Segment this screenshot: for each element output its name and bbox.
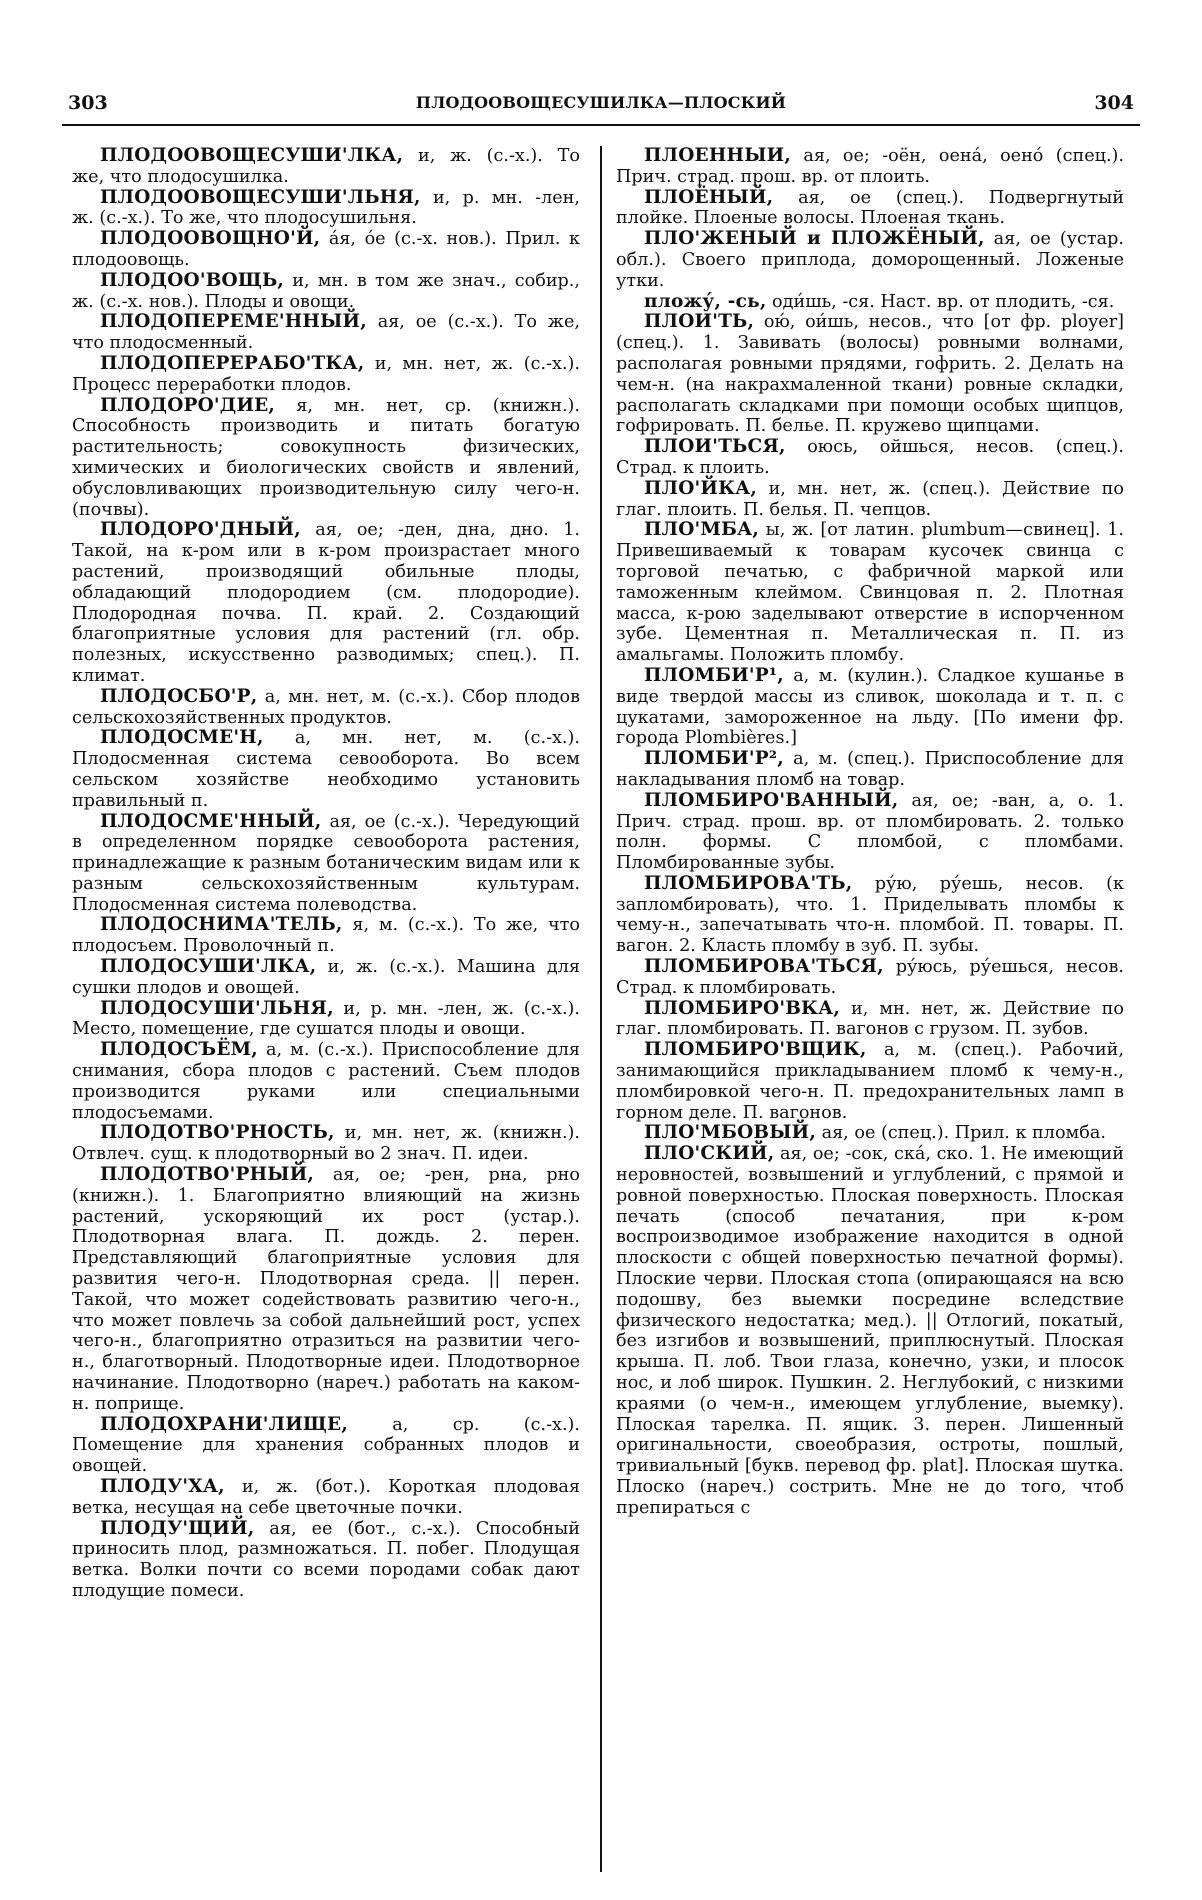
entry-definition: ру́юсь, ру́ешься, несов. Страд. к пломбировать. bbox=[616, 957, 1124, 998]
entry-definition: ая, ое; -ван, а, о. 1. Прич. страд. прош. вр. от пломбировать. 2. только полн. формы. С пломбой, с пломбами. Пломбированные зубы. bbox=[616, 790, 1124, 874]
entry-headword: ПЛО'ЙКА, bbox=[644, 477, 758, 499]
entry-definition: ы, ж. [от латин. plumbum—свинец]. 1. Привешиваемый к товарам кусочек свинца с торговой печатью, с фабричной маркой или таможенным клеймом. Свинцовая п. 2. Плотная масса, к-рою заделывают отверстие в испорченном зубе. Цементная п. Металлическая п. П. из амальгамы. Положить пломбу. bbox=[616, 520, 1124, 666]
entry-headword: ПЛОДОСУШИ'ЛКА, bbox=[100, 956, 317, 978]
entry-headword: ПЛО'СКИЙ, bbox=[644, 1143, 775, 1165]
entry-definition: и, р. мн. -лен, ж. (с.-х.). То же, что плодосушильня. bbox=[72, 187, 580, 229]
entry-definition: и, мн. нет, ж. (спец.). Действие по глаг. плоить. П. белья. П. чепцов. bbox=[616, 478, 1124, 520]
dictionary-entry bbox=[72, 1165, 580, 1415]
entry-headword: ПЛОМБИРО'ВЩИК, bbox=[644, 1039, 867, 1061]
entry-definition: и, р. мн. -лен, ж. (с.-х.). Место, помещение, где сушатся плоды и овощи. bbox=[72, 998, 580, 1040]
dictionary-entry bbox=[72, 520, 580, 686]
entry-headword: ПЛОМБИРОВА'ТЬ, bbox=[644, 872, 853, 894]
column-divider bbox=[600, 146, 602, 1872]
entry-headword: ПЛОДОПЕРЕРАБО'ТКА, bbox=[100, 352, 365, 374]
dictionary-entry bbox=[616, 312, 1124, 437]
dictionary-entry bbox=[72, 1123, 580, 1165]
entry-headword: ПЛОМБИРО'ВКА, bbox=[644, 997, 840, 1019]
entry-definition: ою́, ои́шь, несов., что [от фр. ployer] (спец.). 1. Завивать (волосы) ровными волнами, располагая ровными прядями, гофрить. 2. Делать на чем-н. (на накрахмаленной ткани) ровные складки, располагать складками при помощи особых щипцов, гофрировать. П. белье. П. кружево щипцами. bbox=[616, 312, 1124, 437]
dictionary-entry bbox=[616, 1123, 1124, 1144]
entry-definition: а, м. (кулин.). Сладкое кушанье в виде твердой массы из сливок, шоколада и т. п. с цукатами, замороженное на льду. [По имени фр. города Plombières.] bbox=[616, 665, 1124, 749]
entry-headword: ПЛОДОРО'ДИЕ, bbox=[100, 394, 276, 416]
entry-definition: ру́ю, ру́ешь, несов. (к запломбировать), что. 1. Приделывать пломбы к чему-н., запечатывать что-н. пломбой. П. товары. П. вагон. 2. Класть пломбу в зуб. П. зубы. bbox=[616, 873, 1124, 957]
entry-headword: ПЛОЁНЫЙ, bbox=[644, 186, 774, 208]
dictionary-entry bbox=[616, 999, 1124, 1041]
entry-definition: и, мн. нет, ж. Действие по глаг. пломбировать. П. вагонов с грузом. П. зубов. bbox=[616, 998, 1124, 1040]
entry-definition: ая, ое; -ден, дна, дно. 1. Такой, на к-ром или в к-ром произрастает много растений, производящий обильные плоды, обладающий плодородием (см. плодородие). Плодородная почва. П. край. 2. Создающий благоприятные условия для растений (гл. обр. полезных, искусственно разводимых; спец.). П. климат. bbox=[72, 520, 580, 686]
entry-definition: и, ж. (с.-х.). Машина для сушки плодов и овощей. bbox=[72, 957, 580, 998]
entry-headword: ПЛО'МБА, bbox=[644, 519, 760, 541]
dictionary-entry bbox=[72, 728, 580, 811]
dictionary-entry bbox=[72, 188, 580, 230]
entry-headword: ПЛОДОО'ВОЩЬ, bbox=[100, 269, 285, 291]
entry-headword: ПЛОДОТВО'РНЫЙ, bbox=[100, 1164, 315, 1186]
dictionary-entry bbox=[72, 354, 580, 396]
entry-headword: ПЛОДОТВО'РНОСТЬ, bbox=[100, 1122, 335, 1144]
dictionary-entry bbox=[616, 1144, 1124, 1518]
entry-headword: пложу́, -сь, bbox=[644, 290, 767, 312]
entry-definition: ая, ее (бот., с.-х.). Способный приносить плод, размножаться. П. побег. Плодущая ветка. Волки почти со всеми породами собак дают плодущие помеси. bbox=[72, 1518, 580, 1601]
entry-headword: ПЛОДООВОЩЕСУШИ'ЛКА, bbox=[100, 146, 404, 166]
dictionary-entry bbox=[72, 812, 580, 916]
entry-headword: ПЛОДОСМЕ'Н, bbox=[100, 727, 264, 749]
entry-definition: ая, ое (спец.). Подвергнутый плойке. Плоеные волосы. Плоеная ткань. bbox=[616, 187, 1124, 229]
dictionary-entry bbox=[72, 1415, 580, 1477]
entry-definition: ая, ое (с.-х.). То же, что плодосменный. bbox=[72, 312, 580, 354]
running-header bbox=[62, 92, 1140, 118]
entry-headword: ПЛОИ'ТЬСЯ, bbox=[644, 436, 786, 458]
entry-headword: ПЛОДООВОЩНО'Й, bbox=[100, 228, 321, 250]
dictionary-entry bbox=[616, 1040, 1124, 1123]
entry-headword: ПЛОДОСНИМА'ТЕЛЬ, bbox=[100, 914, 343, 936]
dictionary-entry bbox=[72, 271, 580, 313]
dictionary-entry bbox=[616, 292, 1124, 313]
dictionary-entry bbox=[72, 1477, 580, 1519]
entry-headword: ПЛОДОСЪЁМ, bbox=[100, 1039, 258, 1061]
dictionary-entry bbox=[616, 188, 1124, 230]
running-title: ПЛОДООВОЩЕСУШИЛКА—ПЛОСКИЙ bbox=[415, 93, 787, 112]
entry-headword: ПЛОМБИРО'ВАННЫЙ, bbox=[644, 789, 899, 811]
entry-definition: и, мн. нет, ж. (с.-х.). Процесс переработки плодов. bbox=[72, 353, 580, 395]
entry-definition: а, мн. нет, м. (с.-х.). Плодосменная система севооборота. Во всем сельском хозяйстве необходимо установить правильный п. bbox=[72, 728, 580, 811]
entry-headword: ПЛОМБИРОВА'ТЬСЯ, bbox=[644, 956, 884, 978]
page-number-right: 304 bbox=[1094, 92, 1134, 114]
dictionary-entry bbox=[616, 749, 1124, 791]
dictionary-entry bbox=[72, 1519, 580, 1602]
entry-definition: и, ж. (бот.). Короткая плодовая ветка, несущая на себе цветочные почки. bbox=[72, 1477, 580, 1518]
entry-definition: а, мн. нет, м. (с.-х.). Сбор плодов сельскохозяйственных продуктов. bbox=[72, 686, 580, 728]
dictionary-entry bbox=[72, 146, 580, 188]
dictionary-entry bbox=[616, 479, 1124, 521]
dictionary-entry bbox=[616, 520, 1124, 666]
entry-headword: ПЛО'ЖЕНЫЙ и ПЛОЖЁНЫЙ, bbox=[644, 228, 985, 250]
dictionary-entry bbox=[72, 396, 580, 521]
entry-definition: оюсь, ойшься, несов. (спец.). Страд. к плоить. bbox=[616, 437, 1124, 478]
entry-definition: ая, ое (устар. обл.). Своего приплода, доморощенный. Ложеные утки. bbox=[616, 229, 1124, 291]
dictionary-entry bbox=[72, 312, 580, 354]
entry-headword: ПЛОДОСБО'Р, bbox=[100, 685, 258, 707]
right-column bbox=[616, 146, 1124, 1886]
entry-headword: ПЛОДОСМЕ'ННЫЙ, bbox=[100, 810, 322, 832]
entry-definition: оди́шь, -ся. Наст. вр. от плодить, -ся. bbox=[766, 291, 1115, 312]
dictionary-entry bbox=[616, 791, 1124, 874]
entry-definition: ая, ое (спец.). Прил. к пломба. bbox=[816, 1123, 1106, 1144]
entry-headword: ПЛОДОХРАНИ'ЛИЩЕ, bbox=[100, 1413, 348, 1435]
dictionary-entry bbox=[72, 229, 580, 271]
entry-headword: ПЛОДОСУШИ'ЛЬНЯ, bbox=[100, 997, 334, 1019]
dictionary-entry bbox=[616, 229, 1124, 291]
entry-definition: ая, ое (с.-х.). Чередующий в определенном порядке севооборота растения, принадлежащие к разным ботаническим видам или к разным сельскохозяйственным культурам. Плодосменная система полеводства. bbox=[72, 811, 580, 915]
entry-headword: ПЛО'МБОВЫЙ, bbox=[644, 1122, 816, 1144]
left-column bbox=[72, 146, 580, 1886]
entry-headword: ПЛОМБИ'Р², bbox=[644, 748, 784, 770]
dictionary-entry bbox=[72, 957, 580, 999]
entry-definition: а, м. (спец.). Рабочий, занимающийся прикладыванием пломб к чему-н., пломбировкой чего-н. П. предохранительных ламп в горном деле. П. вагонов. bbox=[616, 1040, 1124, 1123]
dictionary-entry bbox=[616, 437, 1124, 479]
entry-definition: ая, ое; -рен, рна, рно (книжн.). 1. Благоприятно влияющий на жизнь растений, ускоряющий их рост (устар.). Плодотворная влага. П. дождь. 2. перен. Представляющий благоприятные условия для развития чего-н. Плодотворная среда. || перен. Такой, что может содействовать развитию чего-н., что может повлечь за собой дальнейший рост, успех чего-н., благоприятно отразиться на развитии чего-н., благотворный. Плодотворные идеи. Плодотворное начинание. Плодотворно (нареч.) работать на каком-н. поприще. bbox=[72, 1165, 580, 1414]
entry-headword: ПЛОДООВОЩЕСУШИ'ЛЬНЯ, bbox=[100, 186, 421, 208]
entry-definition: и, ж. (с.-х.). То же, что плодосушилка. bbox=[72, 146, 580, 187]
dictionary-entry bbox=[616, 874, 1124, 957]
page-number-left: 303 bbox=[68, 92, 108, 114]
entry-definition: а, м. (спец.). Приспособление для накладывания пломб на товар. bbox=[616, 749, 1124, 790]
entry-headword: ПЛОМБИ'Р¹, bbox=[644, 664, 784, 686]
entry-headword: ПЛОЁННЫЙ, bbox=[644, 146, 791, 166]
entry-headword: ПЛОДОПЕРЕМЕ'ННЫЙ, bbox=[100, 311, 367, 333]
entry-definition: а, ср. (с.-х.). Помещение для хранения собранных плодов и овощей. bbox=[72, 1414, 580, 1477]
dictionary-entry bbox=[72, 915, 580, 957]
entry-definition: а, м. (с.-х.). Приспособление для снимания, сбора плодов с растений. Съем плодов производится руками или специальными плодосъемами. bbox=[72, 1040, 580, 1123]
dictionary-entry bbox=[616, 146, 1124, 188]
entry-definition: ая, ое; -оён, оена́, оено́ (спец.). Прич. страд. прош. вр. от плоить. bbox=[616, 146, 1124, 187]
entry-definition: а́я, о́е (с.-х. нов.). Прил. к плодоовощь. bbox=[72, 229, 580, 270]
dictionary-entry bbox=[72, 687, 580, 729]
entry-definition: я, мн. нет, ср. (книжн.). Способность производить и питать богатую растительность; совокупность физических, химических и биологических свойств и явлений, обусловливающих производительную силу чего-н. (почвы). bbox=[72, 395, 580, 520]
dictionary-entry bbox=[72, 999, 580, 1041]
entry-headword: ПЛОДУ'ЩИЙ, bbox=[100, 1517, 255, 1539]
dictionary-entry bbox=[616, 666, 1124, 749]
dictionary-entry bbox=[72, 1040, 580, 1123]
entry-definition: и, мн. в том же знач., собир., ж. (с.-х. нов.). Плоды и овощи. bbox=[72, 270, 580, 312]
entry-definition: я, м. (с.-х.). То же, что плодосъем. Проволочный п. bbox=[72, 915, 580, 957]
entry-headword: ПЛОИ'ТЬ, bbox=[644, 311, 755, 333]
header-rule bbox=[62, 124, 1140, 126]
entry-definition: ая, ое; -сок, ска́, ско. 1. Не имеющий неровностей, возвышений и углублений, с прямой и ровной поверхностью. Плоская поверхность. Плоская печать (способ печатания, при к-ром воспроизводимое изображение находится в одной плоскости с общей поверхностью печатной формы). Плоские черви. Плоская стопа (опирающаяся на всю подошву, без выемки посредине вследствие физического недостатка; мед.). || Отлогий, покатый, без изгибов и возвышений, приплюснутый. Плоская крыша. П. лоб. Твои глаза, конечно, узки, и плосок нос, и лоб широк. Пушкин. 2. Неглубокий, с низкими краями (о чем-н., имеющем углубление, выемку). Плоская тарелка. П. ящик. 3. перен. Лишенный оригинальности, своеобразия, остроты, пошлый, тривиальный [букв. перевод фр. plat]. Плоская шутка. Плоско (нареч.) сострить. Мне не до того, чтоб препираться с bbox=[616, 1144, 1124, 1518]
dictionary-entry bbox=[616, 957, 1124, 999]
entry-headword: ПЛОДОРО'ДНЫЙ, bbox=[100, 519, 301, 541]
entry-headword: ПЛОДУ'ХА, bbox=[100, 1476, 225, 1497]
entry-definition: и, мн. нет, ж. (книжн.). Отвлеч. сущ. к плодотворный во 2 знач. П. идеи. bbox=[72, 1123, 580, 1165]
